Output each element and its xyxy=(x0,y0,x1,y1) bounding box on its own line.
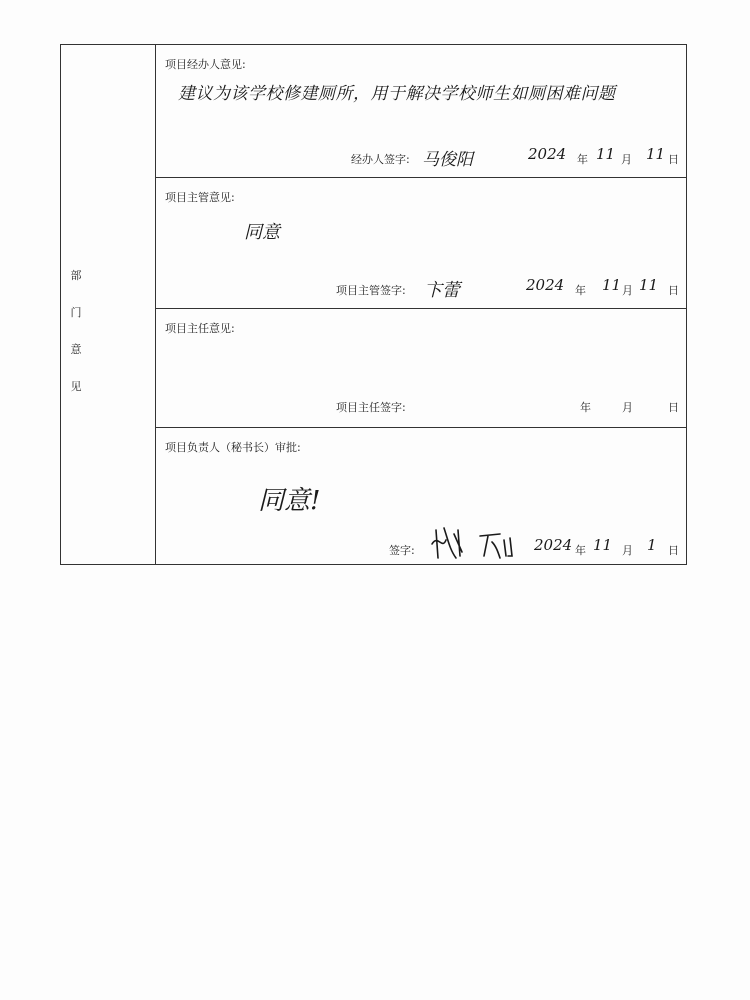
month-unit: 月 xyxy=(621,153,632,166)
secretary-general-signature xyxy=(426,520,521,562)
day-unit: 日 xyxy=(668,401,679,414)
year-unit: 年 xyxy=(575,544,586,557)
handler-opinion-section xyxy=(156,45,686,178)
secretary-general-opinion-text: 同意! xyxy=(258,486,321,516)
year-unit: 年 xyxy=(575,284,586,297)
month-unit: 月 xyxy=(622,284,633,297)
department-opinion-label xyxy=(61,257,91,405)
dept-label-char: 门 xyxy=(70,306,82,319)
secretary-general-approval-title: 项目负责人（秘书长）审批: xyxy=(165,441,301,454)
month-unit: 月 xyxy=(622,544,633,557)
department-opinion-column xyxy=(61,45,156,564)
secretary-general-date-year: 2024 xyxy=(534,536,573,554)
director-opinion-section xyxy=(156,309,686,428)
supervisor-date-month: 11 xyxy=(602,276,622,294)
day-unit: 日 xyxy=(668,544,679,557)
secretary-general-date-month: 11 xyxy=(593,536,613,554)
supervisor-opinion-section xyxy=(156,178,686,309)
director-opinion-title: 项目主任意见: xyxy=(165,322,235,335)
year-unit: 年 xyxy=(580,401,591,414)
handler-opinion-text: 建议为该学校修建厕所，用于解决学校师生如厕困难问题 xyxy=(178,84,616,104)
secretary-general-date-day: 1 xyxy=(647,536,657,554)
supervisor-date-day: 11 xyxy=(639,276,659,294)
supervisor-date-year: 2024 xyxy=(526,276,565,294)
day-unit: 日 xyxy=(668,284,679,297)
department-opinion-form xyxy=(60,44,687,565)
supervisor-signature-label: 项目主管签字: xyxy=(336,284,406,297)
handler-date-month: 11 xyxy=(596,145,616,163)
supervisor-opinion-title: 项目主管意见: xyxy=(165,191,235,204)
month-unit: 月 xyxy=(622,401,633,414)
dept-label-char: 部 xyxy=(70,269,82,282)
supervisor-opinion-text: 同意 xyxy=(244,222,280,243)
supervisor-signature: 卞蕾 xyxy=(424,280,460,301)
year-unit: 年 xyxy=(577,153,588,166)
dept-label-char: 意 xyxy=(70,343,82,356)
day-unit: 日 xyxy=(668,153,679,166)
dept-label-char: 见 xyxy=(70,380,82,393)
handler-date-year: 2024 xyxy=(528,145,567,163)
secretary-general-approval-section xyxy=(156,428,686,566)
handler-date-day: 11 xyxy=(646,145,666,163)
secretary-general-signature-label: 签字: xyxy=(389,544,415,557)
handler-signature: 马俊阳 xyxy=(422,150,473,170)
handler-opinion-title: 项目经办人意见: xyxy=(165,58,246,71)
director-signature-label: 项目主任签字: xyxy=(336,401,406,414)
handler-signature-label: 经办人签字: xyxy=(351,153,410,166)
